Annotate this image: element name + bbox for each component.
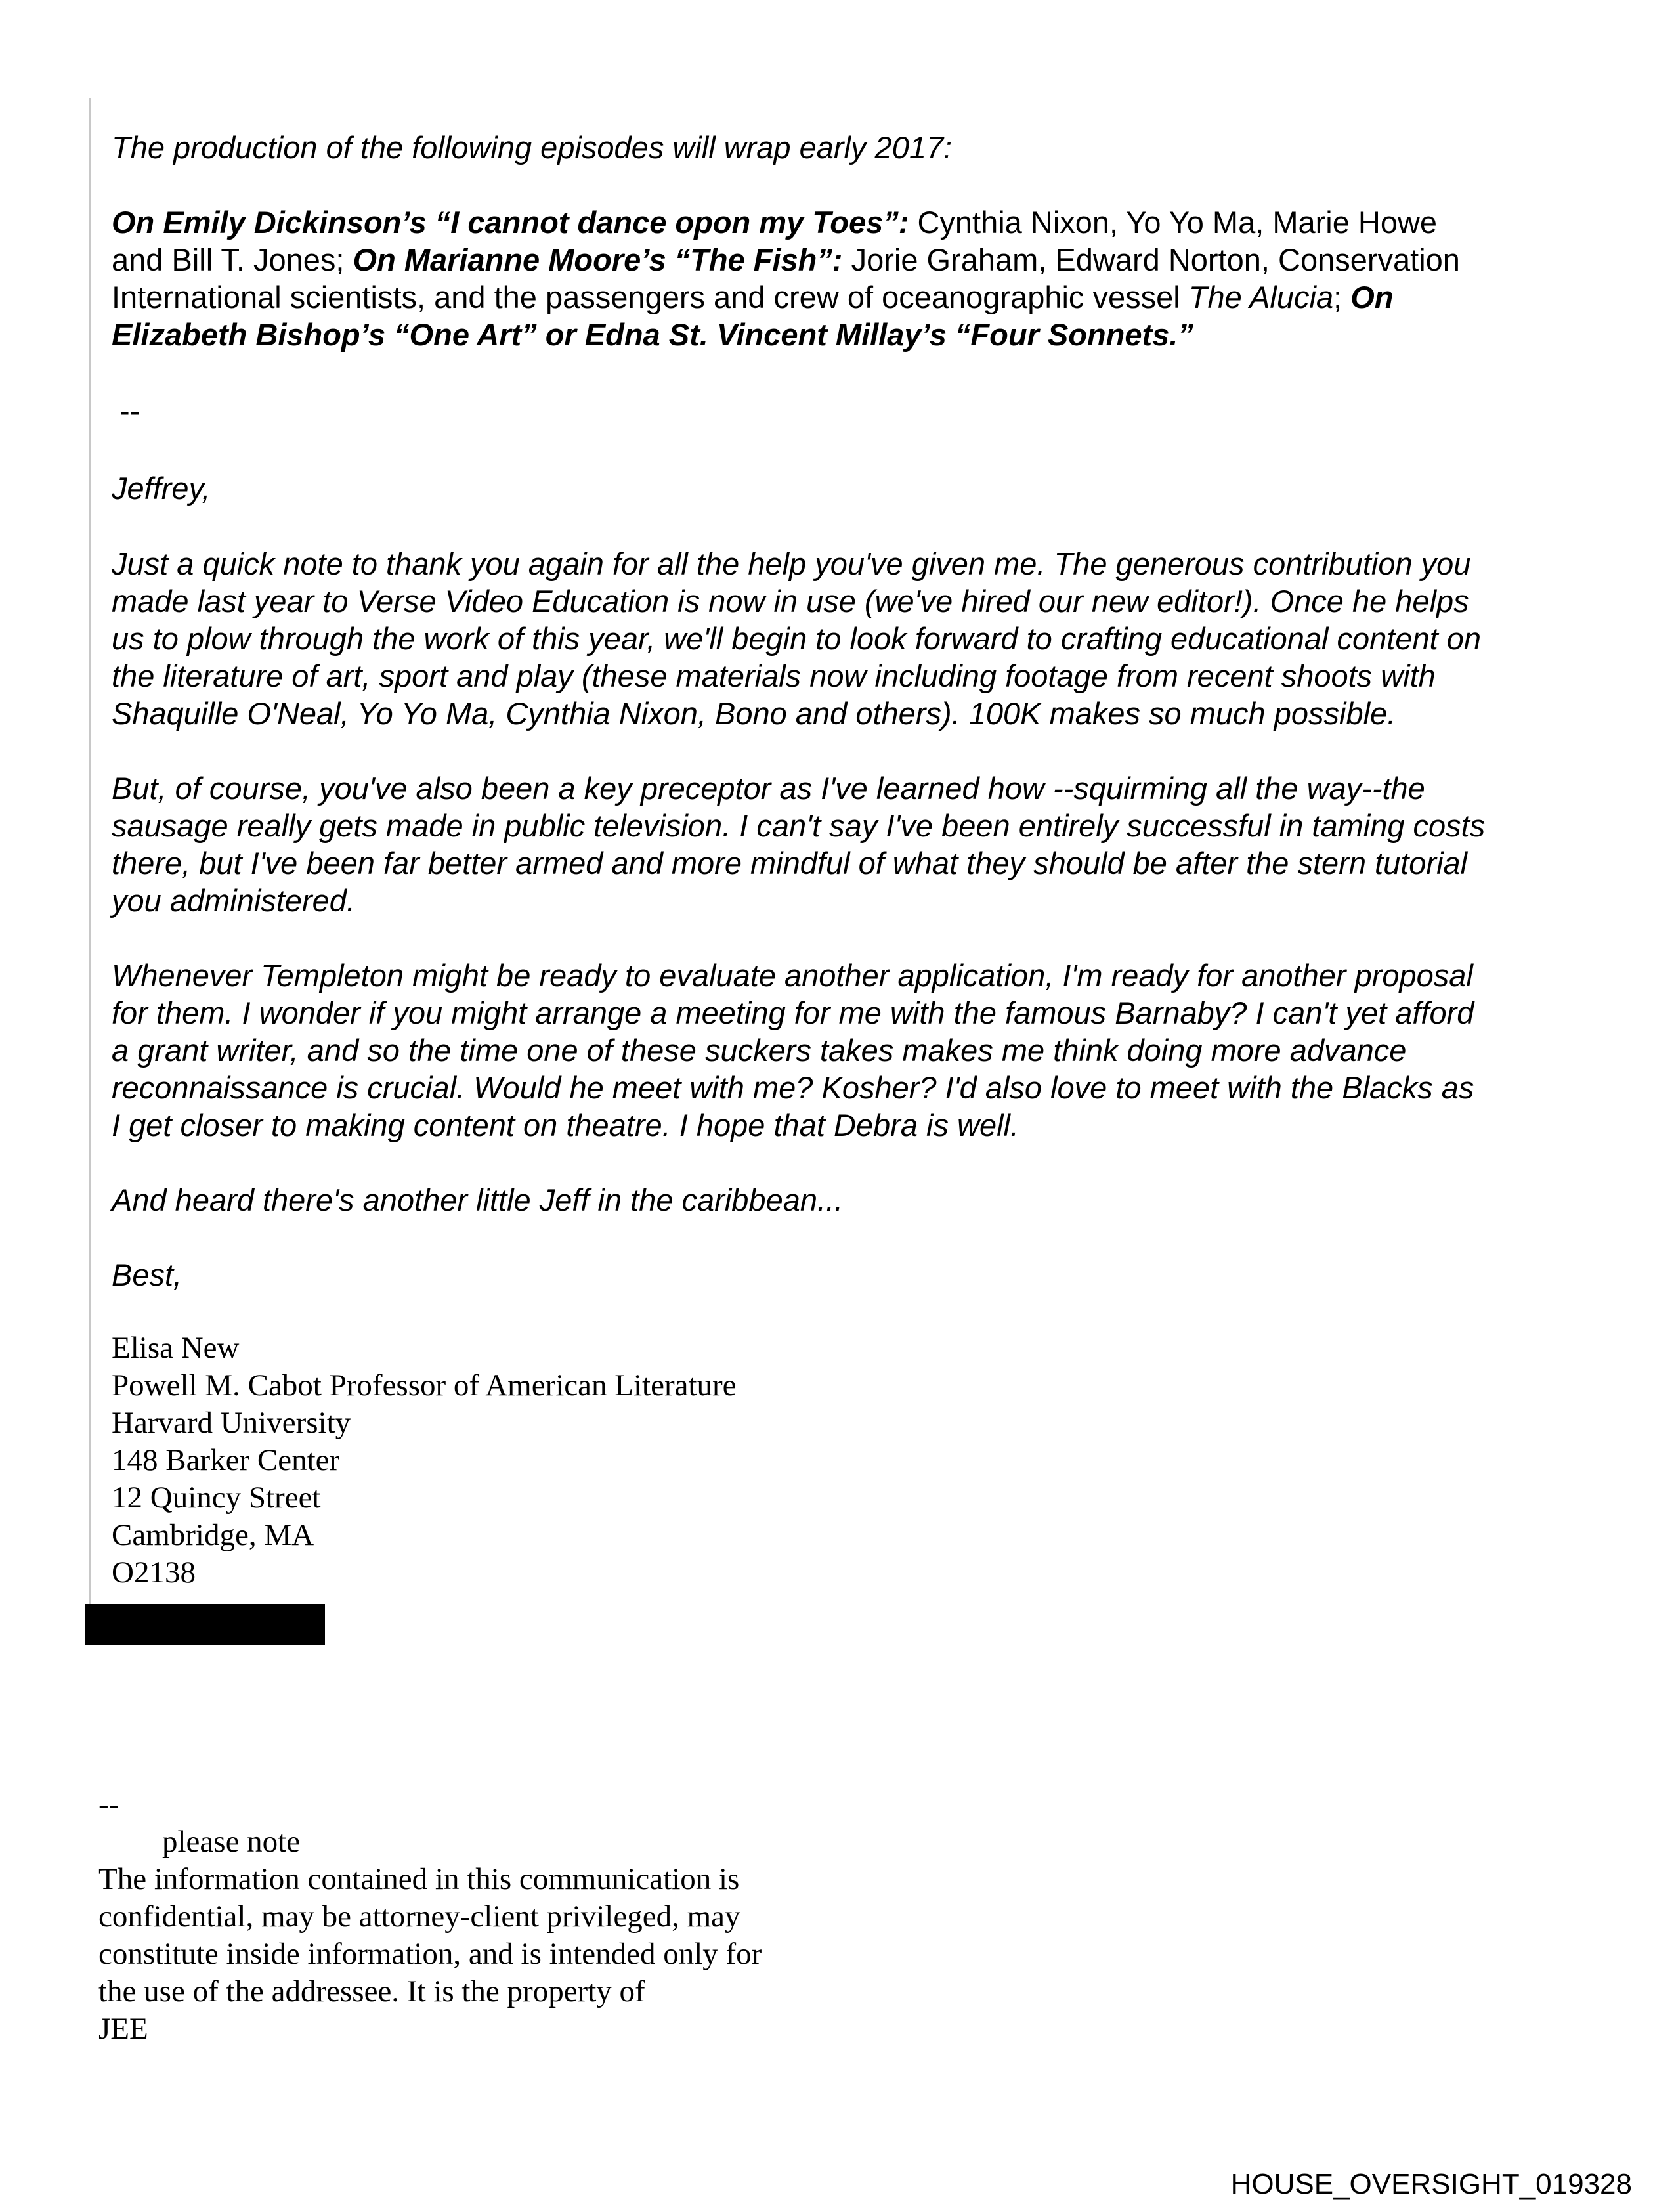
episode-title-bishop-prefix: On — [1350, 280, 1394, 314]
signature-city: Cambridge, MA — [112, 1518, 314, 1552]
episode-people-moore-cont: International scientists, and the passengers and crew of oceanographic vessel — [112, 280, 1189, 314]
paragraph-line: Just a quick note to thank you again for all the help you've given me. The generous contribution you — [112, 546, 1471, 581]
episodes-line-3 — [112, 278, 1595, 316]
disclaimer-block — [98, 1786, 762, 2048]
salutation — [112, 469, 1595, 507]
letter-paragraph-4 — [112, 1181, 1595, 1219]
bates-number: HOUSE_OVERSIGHT_019328 — [1230, 2168, 1632, 2200]
closing — [112, 1256, 1595, 1293]
disclaimer-line: confidential, may be attorney-client privileged, may — [98, 1899, 740, 1934]
paragraph-line: for them. I wonder if you might arrange a meeting for me with the famous Barnaby? I can't yet afford — [112, 995, 1474, 1030]
paragraph-line: made last year to Verse Video Education is now in use (we've hired our new editor!). Once he helps — [112, 584, 1469, 618]
quoted-message-bar — [89, 98, 91, 1645]
paragraph-line: I get closer to making content on theatre. I hope that Debra is well. — [112, 1108, 1019, 1142]
episodes-line-1 — [112, 204, 1595, 241]
episodes-line-2 — [112, 241, 1595, 278]
salutation-text: Jeffrey, — [112, 471, 211, 506]
paragraph-line: there, but I've been far better armed and more mindful of what they should be after the stern tutorial — [112, 846, 1468, 880]
vessel-name: The Alucia — [1188, 280, 1334, 314]
episode-title-bishop-millay: Elizabeth Bishop’s “One Art” or Edna St. Vincent Millay’s “Four Sonnets.” — [112, 317, 1193, 352]
intro-heading-text: The production of the following episodes will wrap early 2017: — [112, 130, 953, 165]
letter-paragraph-1 — [112, 545, 1595, 732]
disclaimer-line: the use of the addressee. It is the property of — [98, 1974, 645, 2008]
signature-block — [112, 1330, 1595, 1592]
disclaimer-separator: -- — [98, 1787, 119, 1821]
letter-paragraph-2 — [112, 770, 1595, 919]
disclaimer-line: The information contained in this communication is — [98, 1862, 740, 1896]
paragraph-line: you administered. — [112, 883, 355, 918]
signature-address-line-2: 12 Quincy Street — [112, 1481, 321, 1515]
intro-heading — [112, 129, 1595, 166]
paragraph-line: And heard there's another little Jeff in the caribbean... — [112, 1182, 844, 1217]
paragraph-line: Shaquille O'Neal, Yo Yo Ma, Cynthia Nixon, Bono and others). 100K makes so much possible. — [112, 696, 1396, 731]
letter-paragraph-3 — [112, 957, 1595, 1144]
paragraph-line: sausage really gets made in public television. I can't say I've been entirely successful in taming costs — [112, 808, 1486, 843]
signature-title: Powell M. Cabot Professor of American Literature — [112, 1368, 737, 1402]
signature-institution: Harvard University — [112, 1406, 351, 1440]
episode-people-moore: Jorie Graham, Edward Norton, Conservation — [842, 242, 1460, 277]
separator-semicolon: ; — [1333, 280, 1351, 314]
paragraph-line: reconnaissance is crucial. Would he meet with me? Kosher? I'd also love to meet with the Blacks as — [112, 1070, 1474, 1105]
signature-zip: O2138 — [112, 1555, 196, 1590]
separator-top — [119, 392, 1603, 429]
paragraph-line: us to plow through the work of this year, we'll begin to look forward to crafting educational content on — [112, 621, 1482, 656]
closing-text: Best, — [112, 1257, 182, 1292]
paragraph-line: the literature of art, sport and play (these materials now including footage from recent shoots with — [112, 659, 1436, 693]
separator-top-text: -- — [119, 393, 140, 428]
disclaimer-line: constitute inside information, and is intended only for — [98, 1937, 762, 1971]
episode-people-dickinson: Cynthia Nixon, Yo Yo Ma, Marie Howe — [909, 205, 1438, 240]
episode-title-dickinson: On Emily Dickinson’s “I cannot dance opon my Toes”: — [112, 205, 909, 240]
disclaimer-line: JEE — [98, 2012, 148, 2046]
episode-people-dickinson-cont: and Bill T. Jones; — [112, 242, 353, 277]
signature-name: Elisa New — [112, 1331, 240, 1365]
paragraph-line: Whenever Templeton might be ready to evaluate another application, I'm ready for another proposal — [112, 958, 1473, 993]
signature-address-line-1: 148 Barker Center — [112, 1443, 340, 1477]
episode-title-moore: On Marianne Moore’s “The Fish”: — [353, 242, 843, 277]
paragraph-line: a grant writer, and so the time one of these suckers takes makes me think doing more advance — [112, 1033, 1407, 1068]
redaction-box — [85, 1604, 325, 1645]
episodes-paragraph — [112, 204, 1595, 353]
paragraph-line: But, of course, you've also been a key preceptor as I've learned how --squirming all the way--the — [112, 771, 1425, 806]
disclaimer-heading: please note — [162, 1825, 301, 1859]
